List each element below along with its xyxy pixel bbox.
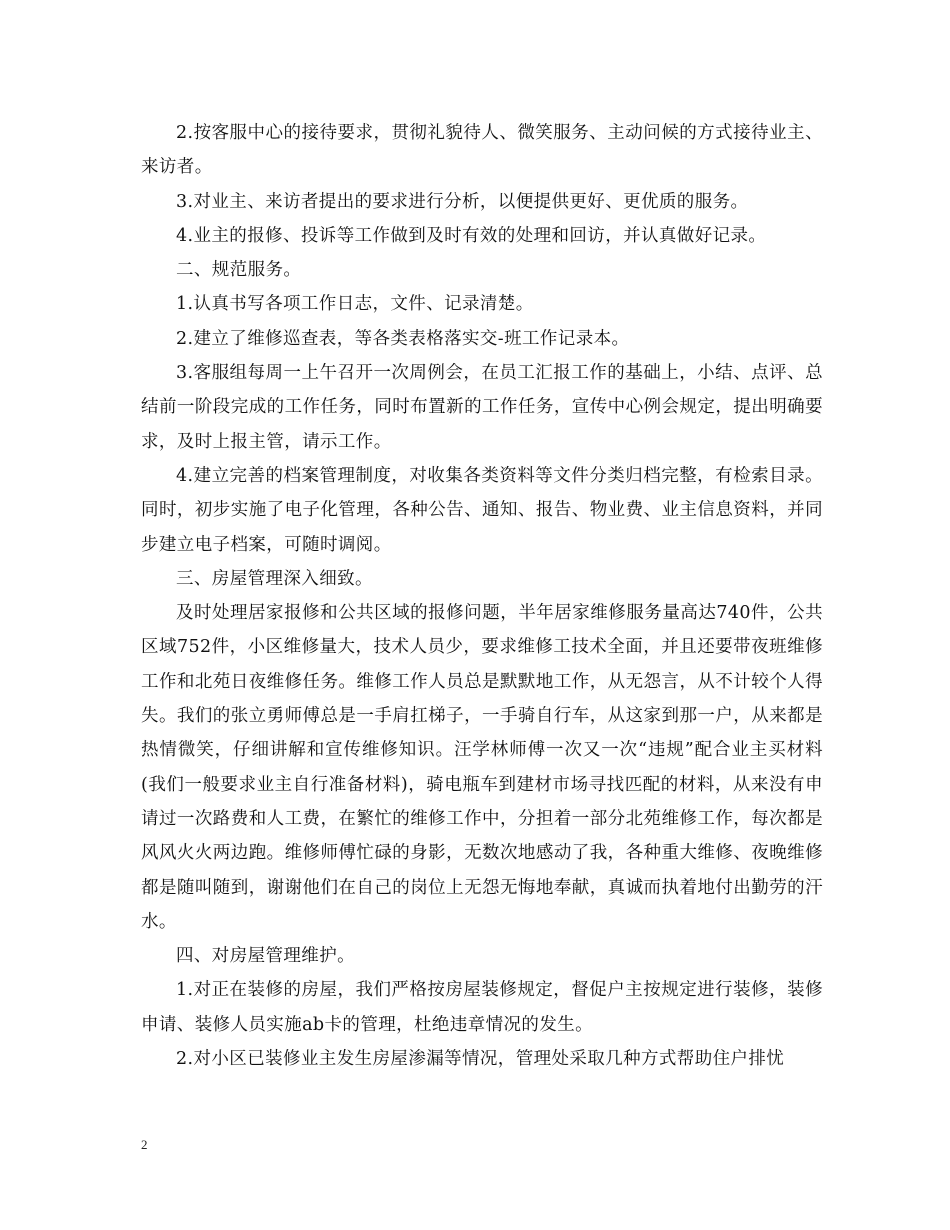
paragraph-repair-complaints: 4.业主的报修、投诉等工作做到及时有效的处理和回访，并认真做好记录。 — [176, 225, 767, 246]
section-heading-housing-maintenance: 四、对房屋管理维护。 — [176, 946, 355, 967]
paragraph-reception-requirements: 2.按客服中心的接待要求，贯彻礼貌待人、微笑服务、主动问候的方式接待业主、来访者。 — [141, 123, 823, 178]
paragraph-weekly-meeting: 3.客服组每周一上午召开一次周例会，在员工汇报工作的基础上，小结、点评、总结前一阶段完成的工作任务，同时布置新的工作任务，宣传中心例会规定，提出明确要求，及时上报主管，请示工作。 — [141, 363, 823, 452]
paragraph-inspection-tables: 2.建立了维修巡查表，等各类表格落实交-班工作记录本。 — [176, 328, 630, 349]
paragraph-work-logs: 1.认真书写各项工作日志，文件、记录清楚。 — [176, 294, 534, 315]
paragraph-repair-service: 及时处理居家报修和公共区域的报修问题，半年居家维修服务量高达740件，公共区域752件，小区维修量大，技术人员少，要求维修工技术全面，并且还要带夜班维修工作和北苑日夜维修任务。维修工作人员总是默默地工作，从无怨言，从不计较个人得失。我们的张立勇师傅总是一手肩扛梯子，一手骑自行车，从这家到那一户，从来都是热情微笑，仔细讲解和宣传维修知识。汪学林师傅一次又一次“违规”配合业主买材料(我们一般要求业主自行准备材料)，骑电瓶车到建材市场寻找匹配的材料，从来没有申请过一次路费和人工费，在繁忙的维修工作中，分担着一部分北苑维修工作，每次都是风风火火两边跑。维修师傅忙碌的身影，无数次地感动了我，各种重大维修、夜晚维修都是随叫随到，谢谢他们在自己的岗位上无怨无悔地奉献，真诚而执着地付出勤劳的汗水。 — [141, 603, 823, 932]
paragraph-analyze-requests: 3.对业主、来访者提出的要求进行分析，以便提供更好、更优质的服务。 — [176, 191, 749, 212]
page-number: 2 — [141, 1137, 148, 1152]
paragraph-archive-management: 4.建立完善的档案管理制度，对收集各类资料等文件分类归档完整，有检索目录。同时，初步实施了电子化管理，各种公告、通知、报告、物业费、业主信息资料，并同步建立电子档案，可随时调阅。 — [141, 465, 823, 555]
paragraph-renovation-rules: 1.对正在装修的房屋，我们严格按房屋装修规定，督促户主按规定进行装修，装修申请、装修人员实施ab卡的管理，杜绝违章情况的发生。 — [141, 980, 823, 1035]
paragraph-leakage-handling: 2.对小区已装修业主发生房屋渗漏等情况，管理处采取几种方式帮助住户排忧 — [176, 1049, 785, 1070]
section-heading-standard-service: 二、规范服务。 — [176, 260, 302, 281]
section-heading-housing-management: 三、房屋管理深入细致。 — [176, 568, 373, 589]
document-body — [141, 116, 823, 1076]
